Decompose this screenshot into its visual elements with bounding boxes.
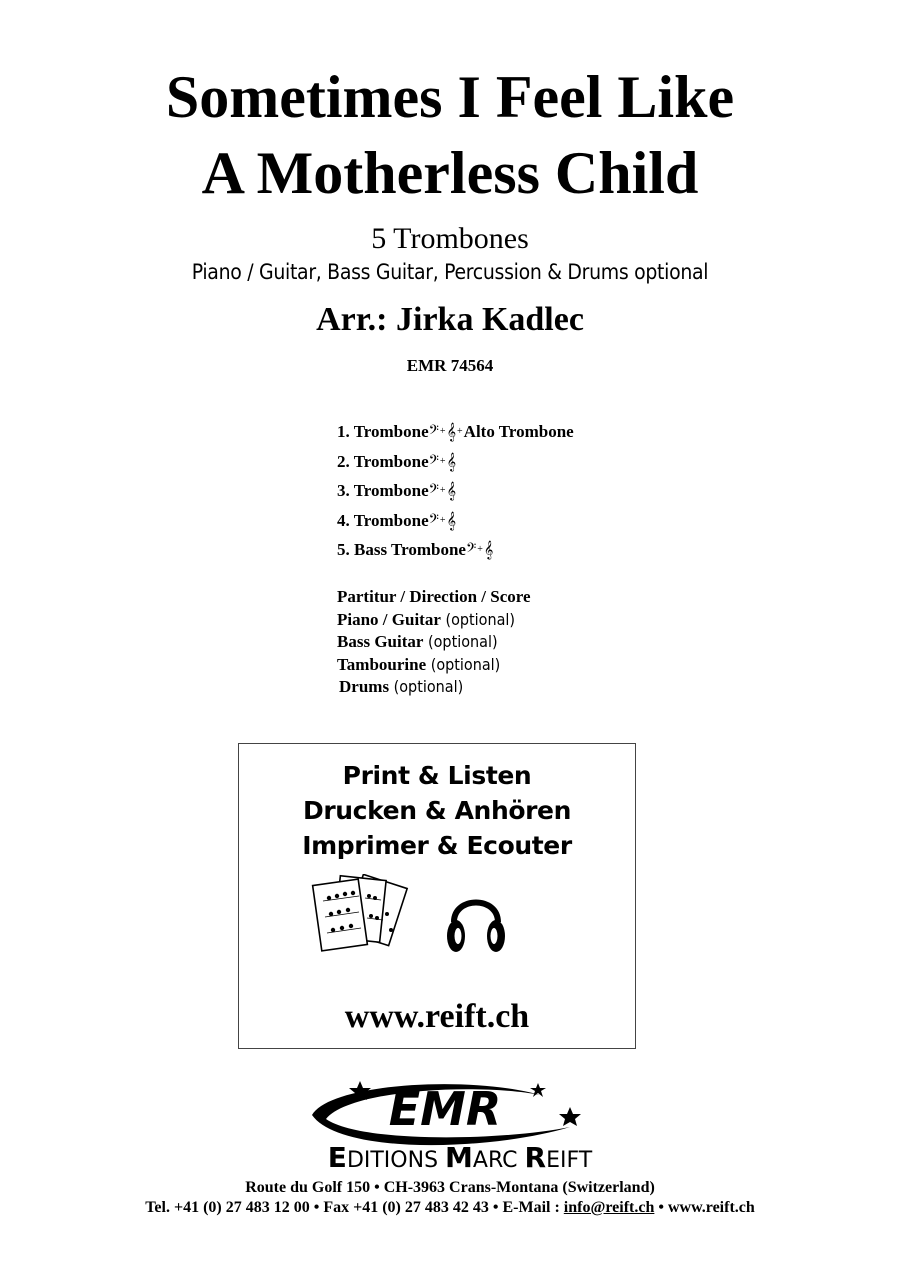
treble-clef-icon: 𝄞	[446, 510, 457, 530]
print-listen-line-2: Drucken & Anhören	[302, 796, 572, 825]
parts-list	[337, 420, 574, 568]
publisher-name-part: M	[445, 1141, 473, 1174]
title-line-2: A Motherless Child	[201, 140, 699, 206]
extra-label: Tambourine	[337, 654, 427, 674]
list-item	[337, 609, 531, 632]
treble-clef-icon: 𝄞	[446, 422, 457, 441]
part-row	[337, 479, 574, 509]
part-row	[337, 450, 574, 480]
bass-clef-icon: 𝄢	[428, 451, 439, 471]
list-item	[337, 676, 531, 699]
treble-clef-icon: 𝄞	[446, 481, 457, 500]
list-item	[337, 654, 531, 677]
bass-clef-icon: 𝄢	[428, 481, 439, 500]
list-item	[337, 631, 531, 654]
part-row	[337, 420, 574, 450]
plus-sign: +	[439, 485, 446, 496]
title-line-1: Sometimes I Feel Like	[165, 64, 735, 130]
bass-clef-icon: 𝄢	[428, 422, 439, 441]
publisher-name-part: R	[524, 1141, 547, 1174]
print-listen-line-3: Imprimer & Ecouter	[302, 831, 572, 860]
arranger-credit: Arr.: Jirka Kadlec	[316, 301, 584, 338]
email-link[interactable]: info@reift.ch	[563, 1199, 655, 1216]
part-label: 1. Trombone	[337, 422, 429, 441]
publisher-name-part: DITIONS	[346, 1148, 446, 1173]
bass-clef-icon: 𝄢	[465, 540, 477, 559]
part-label: 4. Trombone	[337, 510, 429, 530]
plus-sign: +	[439, 426, 446, 437]
extra-label: Piano / Guitar	[337, 609, 441, 629]
publisher-name-part: ARC	[472, 1148, 525, 1173]
part-label: 3. Trombone	[337, 481, 429, 500]
extra-label: Partitur / Direction / Score	[337, 587, 531, 606]
bass-clef-icon: 𝄢	[428, 510, 439, 530]
instrumentation-line: Piano / Guitar, Bass Guitar, Percussion & Drums optional	[191, 260, 709, 284]
publisher-name	[328, 1141, 593, 1174]
list-item	[337, 586, 531, 609]
website-url[interactable]: www.reift.ch	[344, 998, 530, 1035]
part-row	[337, 538, 574, 568]
part-row	[337, 509, 574, 539]
treble-clef-icon: 𝄞	[446, 451, 457, 471]
sheet-music-headphones-icon	[311, 874, 531, 974]
publisher-name-part: EIFT	[546, 1148, 593, 1173]
publisher-contact	[0, 1198, 900, 1218]
print-listen-line-1: Print & Listen	[342, 761, 532, 790]
plus-sign: +	[439, 514, 446, 526]
extra-note: (optional)	[389, 677, 464, 697]
plus-sign: +	[477, 544, 483, 555]
logo-text: EMR	[388, 1082, 502, 1136]
part-extra: Alto Trombone	[463, 422, 574, 441]
contact-suffix[interactable]: • www.reift.ch	[654, 1199, 755, 1216]
publisher-name-part: E	[327, 1141, 347, 1174]
part-label: 5. Bass Trombone	[337, 540, 466, 559]
extra-label: Drums	[339, 677, 390, 697]
ensemble-subtitle: 5 Trombones	[371, 222, 529, 255]
extra-note: (optional)	[423, 632, 498, 652]
extra-label: Bass Guitar	[337, 632, 424, 652]
extra-note: (optional)	[440, 609, 516, 629]
print-listen-box	[238, 743, 636, 1049]
plus-sign: +	[439, 455, 446, 467]
emr-logo	[240, 1075, 680, 1175]
extra-parts-list	[337, 586, 531, 699]
extra-note: (optional)	[426, 654, 501, 674]
part-label: 2. Trombone	[337, 451, 429, 471]
contact-prefix: Tel. +41 (0) 27 483 12 00 • Fax +41 (0) 27 483 42 43 • E-Mail :	[145, 1199, 564, 1216]
plus-sign: +	[457, 426, 463, 437]
publisher-address: Route du Golf 150 • CH-3963 Crans-Montana (Switzerland)	[245, 1179, 655, 1196]
treble-clef-icon: 𝄞	[483, 540, 494, 559]
catalog-number: EMR 74564	[406, 356, 494, 375]
